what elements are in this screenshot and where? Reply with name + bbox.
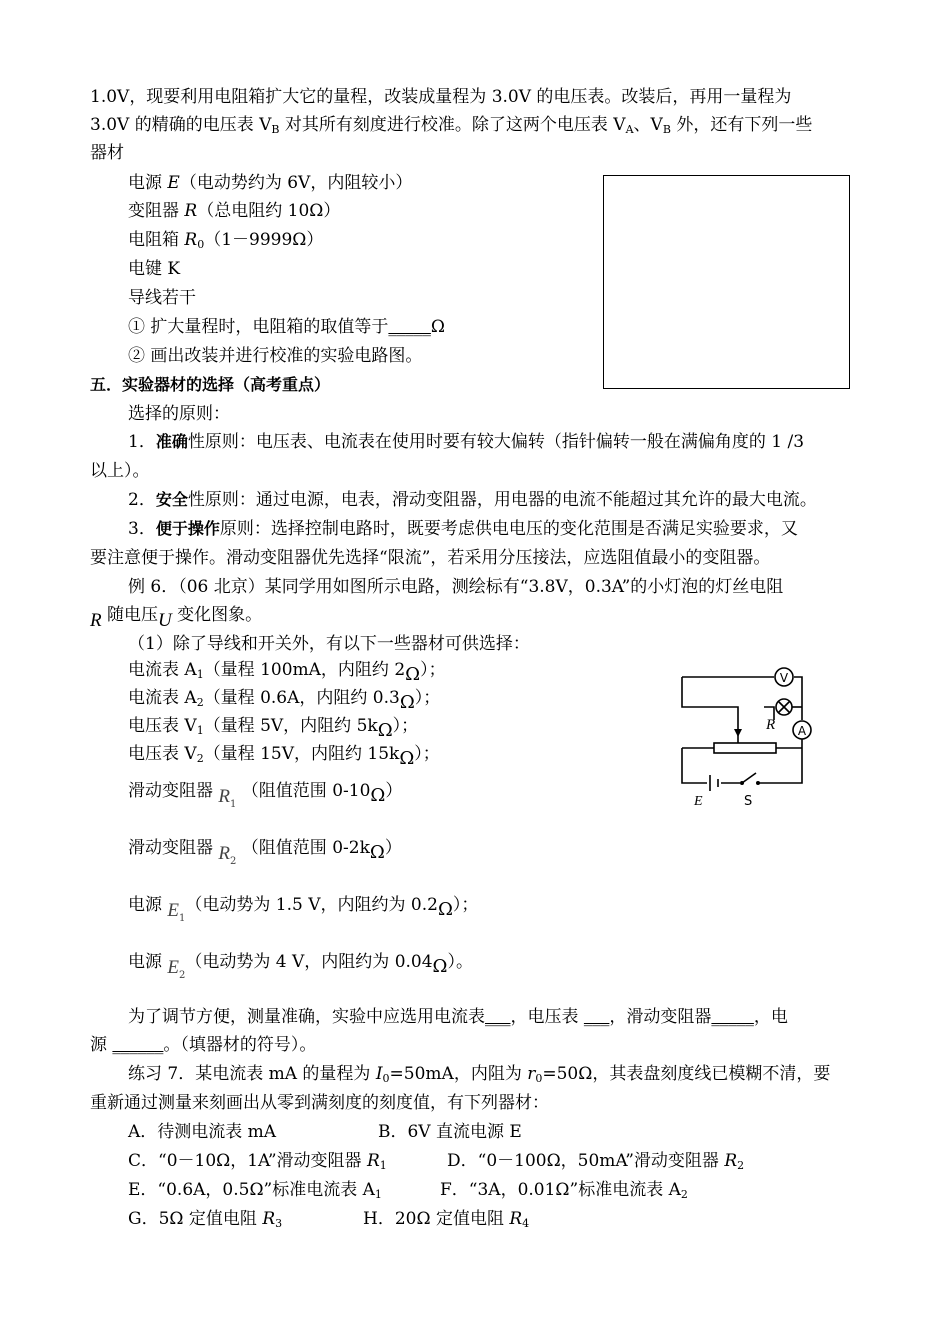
question-1 (128, 316, 445, 338)
t: （量程 100mA，内阻约 2 (203, 660, 406, 680)
voltmeter-v2 (128, 743, 440, 770)
t: Ω (430, 317, 446, 337)
t: 便于操作 (155, 519, 220, 538)
t: =50Ω，其表盘刻度线已模糊不清，要 (542, 1064, 831, 1084)
circuit-diagram (672, 663, 822, 813)
t: 4 (522, 1217, 530, 1230)
wire-left-upper (682, 677, 738, 743)
t: 0 (382, 1072, 390, 1085)
practice-7-line-1 (128, 1063, 830, 1090)
t: 2 (737, 1159, 745, 1172)
practice-7-line-2: 重新通过测量来刻画出从零到满刻度的刻度值，有下列器材： (90, 1093, 549, 1113)
example-6-line-1: 例 6．（06 北京）某同学用如图所示电路，测绘标有“3.8V，0.3A”的小灯泡的灯丝电阻 (128, 577, 784, 597)
t: 性原则：电压表、电流表在使用时要有较大偏转（指针偏转一般在满偏角度的 1 /3 (187, 432, 805, 452)
t: 性原则：通过电源，电表，滑动变阻器，用电器的电流不能超过其允许的最大电流。 (187, 490, 817, 510)
t: 1 (379, 1159, 387, 1172)
t: 电压表 V (128, 716, 197, 736)
t: 2 (196, 752, 204, 765)
intro-line-2 (90, 114, 812, 141)
t: ） (385, 781, 403, 801)
t: 1 (196, 668, 204, 681)
switch-contact (756, 781, 760, 785)
t: 、V (633, 115, 663, 135)
switch-symbol (742, 773, 756, 783)
t: 3 (275, 1217, 283, 1230)
t: 外，还有下列一些 (670, 115, 813, 135)
t: （量程 5V，内阻约 5k (203, 716, 378, 736)
t: Ω (399, 748, 415, 769)
t: 0 (197, 238, 205, 251)
t: ）； (392, 716, 419, 736)
equip-wires: 导线若干 (128, 288, 196, 308)
ammeter-a1 (128, 659, 446, 686)
t: R (724, 1151, 738, 1171)
question-2: ② 画出改装并进行校准的实验电路图。 (128, 346, 423, 366)
lamp-label: R (766, 717, 776, 733)
circuit-drawing-box[interactable] (603, 175, 850, 389)
t: （阻值范围 0-2k (241, 838, 370, 858)
t: 源 (90, 1035, 113, 1055)
t: 变阻器 (128, 201, 185, 221)
intro-line-1: 1.0V，现要利用电阻箱扩大它的量程，改装成量程为 3.0V 的电压表。改装后，再用一量程为 (90, 87, 792, 107)
t: E．“0.6A，0.5Ω”标准电流表 A (128, 1180, 375, 1200)
t: 滑动变阻器 (128, 838, 213, 858)
t: R (262, 1209, 276, 1229)
rheostat-symbol (714, 743, 776, 753)
t: U (158, 610, 172, 631)
t: Ω (377, 720, 393, 741)
t: 为了调节方便，测量准确，实验中应选用电流表 (128, 1007, 485, 1027)
t: 3． (128, 519, 156, 539)
t: ① 扩大量程时，电阻箱的取值等于 (128, 317, 389, 337)
section-5-title: 五．实验器材的选择（高考重点） (90, 375, 331, 394)
source-e1 (128, 894, 478, 930)
rheostat-r1 (128, 780, 402, 816)
t: I (375, 1064, 383, 1084)
t: 电流表 A (128, 688, 197, 708)
voltmeter-label: V (779, 671, 789, 685)
t: （量程 0.6A，内阻约 0.3 (203, 688, 400, 708)
battery-symbol (710, 775, 718, 791)
voltmeter-v1 (128, 715, 418, 742)
example-6-question (128, 1006, 788, 1028)
t: 电压表 V (128, 744, 197, 764)
principle-3 (128, 518, 798, 540)
t: （量程 15V，内阻约 15k (203, 744, 400, 764)
t: 3.0V 的精确的电压表 V (90, 115, 272, 135)
t: 2． (128, 490, 156, 510)
principle-1 (128, 431, 804, 453)
t: 练习 7．某电流表 mA 的量程为 (128, 1064, 376, 1084)
principle-heading: 选择的原则： (128, 404, 230, 424)
switch-contact (740, 781, 744, 785)
source-e2 (128, 951, 473, 987)
t: B (271, 123, 280, 136)
t: 滑动变阻器 (128, 781, 213, 801)
t: 1 (374, 1188, 382, 1201)
intro-line-3: 器材 (90, 143, 124, 163)
t: ）； (420, 660, 446, 680)
t: ）； (414, 688, 441, 708)
t: 2 (179, 970, 186, 981)
t: E (167, 900, 180, 921)
t: R (184, 230, 198, 250)
principle-2 (128, 489, 817, 511)
answer-blank-source[interactable]: ______ (112, 1035, 164, 1055)
t: A (625, 123, 634, 136)
t: 安全 (155, 490, 188, 509)
t: 1 (230, 799, 237, 810)
t: 电阻箱 (128, 230, 185, 250)
t: 变化图象。 (171, 605, 263, 625)
option-d (447, 1150, 744, 1177)
t: （阻值范围 0-10 (241, 781, 371, 801)
option-b: B．6V 直流电源 E (378, 1122, 522, 1142)
option-e (128, 1179, 382, 1206)
equip-rheostat (128, 200, 340, 222)
option-a: A．待测电流表 mA (128, 1122, 277, 1142)
battery-label: E (694, 794, 703, 809)
t: 2 (230, 856, 237, 867)
t: Ω (432, 956, 448, 977)
t: E (167, 957, 180, 978)
t: F．“3A，0.01Ω”标准电流表 A (440, 1180, 681, 1200)
t: ，电压表 (510, 1007, 584, 1027)
t: 1． (128, 432, 156, 452)
t: H．20Ω 定值电阻 (363, 1209, 510, 1229)
t: 电源 (128, 952, 162, 972)
t: R (509, 1209, 523, 1229)
t: ） (384, 838, 402, 858)
t: 对其所有刻度进行校准。除了这两个电压表 V (279, 115, 626, 135)
t: ）。 (447, 952, 473, 972)
example-6-line-2 (90, 604, 262, 632)
t: 1 (179, 913, 186, 924)
lamp-cross (778, 701, 790, 713)
t: B (662, 123, 671, 136)
t: （1－9999Ω） (204, 230, 324, 250)
wire-right (767, 739, 802, 783)
t: 随电压 (107, 605, 159, 625)
example-6-question-cont (90, 1034, 316, 1056)
t: C．“0－10Ω，1A”滑动变阻器 (128, 1151, 367, 1171)
ammeter-a2 (128, 687, 440, 714)
t: 原则：选择控制电路时，既要考虑供电电压的变化范围是否满足实验要求，又 (219, 519, 798, 539)
equip-key: 电键 K (128, 259, 181, 279)
t: 准确 (155, 432, 188, 451)
t: R (184, 201, 198, 221)
t: Ω (399, 692, 415, 713)
slider-arrow (734, 729, 742, 737)
t: Ω (405, 664, 421, 685)
t: 1 (196, 724, 204, 737)
t: 。（填器材的符号）。 (163, 1035, 317, 1055)
rheostat-r2 (128, 837, 402, 873)
t: ）； (414, 744, 440, 764)
t: Ω (437, 899, 453, 920)
t: E (167, 173, 180, 193)
t: r (527, 1064, 536, 1084)
ammeter-label: A (797, 724, 807, 738)
option-f (440, 1179, 688, 1206)
t: R (366, 1151, 380, 1171)
t: （电动势约为 6V，内阻较小） (179, 173, 413, 193)
t: 2 (196, 696, 204, 709)
option-c (128, 1150, 387, 1177)
equip-power (128, 172, 412, 194)
answer-blank[interactable]: _____ (388, 317, 431, 337)
option-h (363, 1208, 529, 1235)
t: ，电 (753, 1007, 788, 1027)
t: R (218, 843, 231, 864)
t: R (90, 610, 102, 631)
answer-blank-rheostat[interactable]: _____ (711, 1007, 754, 1027)
t: =50mA，内阻为 (389, 1064, 528, 1084)
t: G．5Ω 定值电阻 (128, 1209, 263, 1229)
example-6-sub-1: （1）除了导线和开关外，有以下一些器材可供选择： (128, 634, 530, 654)
t: R (218, 786, 231, 807)
t: ）； (452, 895, 479, 915)
switch-label: S (744, 794, 753, 809)
t: 2 (680, 1188, 688, 1201)
principle-1-cont: 以上）。 (90, 461, 150, 481)
t: ，滑动变阻器 (609, 1007, 712, 1027)
equip-resistance-box (128, 229, 323, 256)
option-g (128, 1208, 282, 1235)
t: Ω (369, 842, 385, 863)
t: 0 (535, 1072, 543, 1085)
t: D．“0－100Ω，50mA”滑动变阻器 (447, 1151, 725, 1171)
principle-3-cont: 要注意便于操作。滑动变阻器优先选择“限流”，若采用分压接法，应选阻值最小的变阻器。 (90, 548, 771, 568)
t: Ω (370, 785, 386, 806)
t: 电流表 A (128, 660, 197, 680)
answer-blank-ammeter[interactable]: ___ (485, 1007, 511, 1027)
answer-blank-voltmeter[interactable]: ___ (583, 1007, 610, 1027)
t: （总电阻约 10Ω） (197, 201, 341, 221)
t: （电动势为 1.5 V，内阻约为 0.2 (185, 895, 438, 915)
t: （电动势为 4 V，内阻约为 0.04 (185, 952, 433, 972)
t: 电源 (128, 173, 168, 193)
t: 电源 (128, 895, 162, 915)
